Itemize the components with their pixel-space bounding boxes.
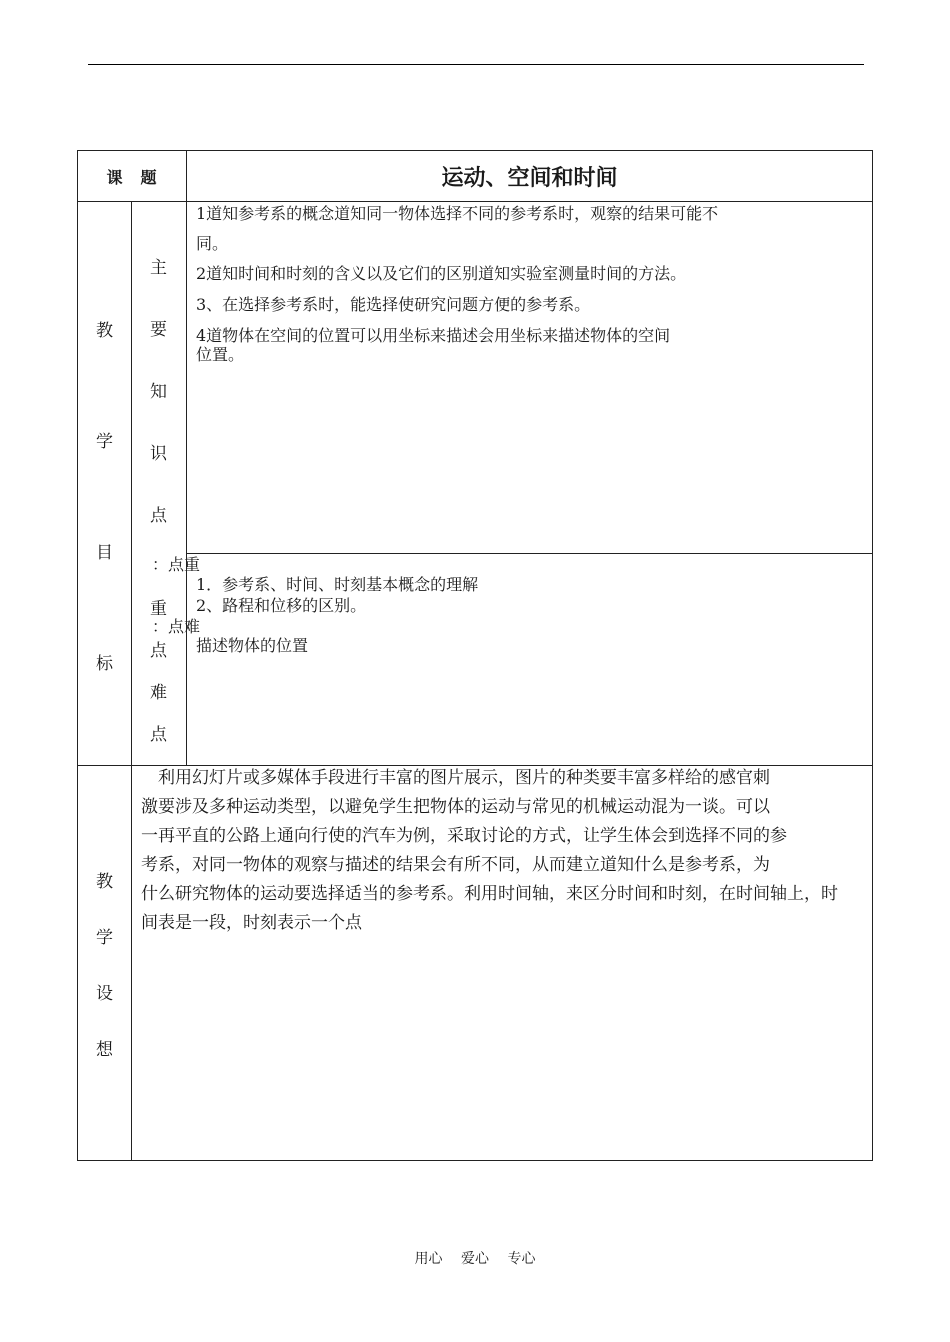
knowledge-line: 4道物体在空间的位置可以用坐标来描述会用坐标来描述物体的空间 xyxy=(196,326,671,345)
knowledge-line: 2道知时间和时刻的含义以及它们的区别道知实验室测量时间的方法。 xyxy=(196,264,687,283)
knowledge-label xyxy=(131,253,186,526)
key-label-char: 点 xyxy=(150,725,167,745)
knowledge-label-char: 识 xyxy=(150,444,167,464)
knowledge-label-char: 知 xyxy=(150,382,167,402)
key-point-item: 1．参考系、时间、时刻基本概念的理解 xyxy=(196,575,479,594)
design-line: 什么研究物体的运动要选择适当的参考系。利用时间轴，来区分时间和时刻，在时间轴上，时 xyxy=(141,884,838,904)
objectives-label-char: 标 xyxy=(96,654,113,674)
difficult-point-item: 描述物体的位置 xyxy=(196,636,309,655)
knowledge-line: 3、在选择参考系时，能选择使研究问题方便的参考系。 xyxy=(196,295,591,314)
knowledge-line: 1道知参考系的概念道知同一物体选择不同的参考系时，观察的结果可能不 xyxy=(196,204,719,223)
topic-label: 课 题 xyxy=(106,168,158,187)
design-line: 间表是一段，时刻表示一个点 xyxy=(141,913,362,933)
knowledge-label-char: 主 xyxy=(150,258,167,278)
objectives-label-char: 教 xyxy=(96,321,113,341)
design-label-char: 想 xyxy=(96,1040,113,1060)
key-label-char: 重 xyxy=(150,599,167,619)
knowledge-line: 位置。 xyxy=(196,345,245,364)
design-line: 考系，对同一物体的观察与描述的结果会有所不同，从而建立道知什么是参考系，为 xyxy=(141,855,770,875)
lesson-plan-table xyxy=(77,150,873,1161)
design-label-char: 教 xyxy=(96,872,113,892)
design-label-char: 设 xyxy=(96,984,113,1004)
row-divider-knowledge xyxy=(186,553,873,554)
key-label-char: 点 xyxy=(150,641,167,661)
design-line: 利用幻灯片或多媒体手段进行丰富的图片展示，图片的种类要丰富多样给的感官刺 xyxy=(141,768,770,788)
design-label xyxy=(78,867,131,1060)
key-label-char: 难 xyxy=(150,683,167,703)
header-rule xyxy=(88,64,864,65)
knowledge-label-char: 点 xyxy=(150,506,167,526)
knowledge-label-char: 要 xyxy=(150,320,167,340)
design-label-char: 学 xyxy=(96,928,113,948)
key-points-heading: ：点重 xyxy=(152,555,201,574)
objectives-label-char: 目 xyxy=(96,543,113,563)
knowledge-line: 同。 xyxy=(196,234,229,253)
col-divider-sub xyxy=(186,202,187,765)
design-line: 一再平直的公路上通向行使的汽车为例，采取讨论的方式，让学生体会到选择不同的参 xyxy=(141,826,787,846)
difficult-points-heading: ：点难 xyxy=(152,617,201,636)
objectives-label xyxy=(78,316,131,674)
design-paragraph xyxy=(141,764,838,938)
design-line: 激要涉及多种运动类型，以避免学生把物体的运动与常见的机械运动混为一谈。可以 xyxy=(141,797,770,817)
page-footer: 用心 爱心 专心 xyxy=(414,1251,536,1267)
lesson-title: 运动、空间和时间 xyxy=(441,166,618,191)
key-point-item: 2、路程和位移的区别。 xyxy=(196,596,367,615)
objectives-label-char: 学 xyxy=(96,432,113,452)
